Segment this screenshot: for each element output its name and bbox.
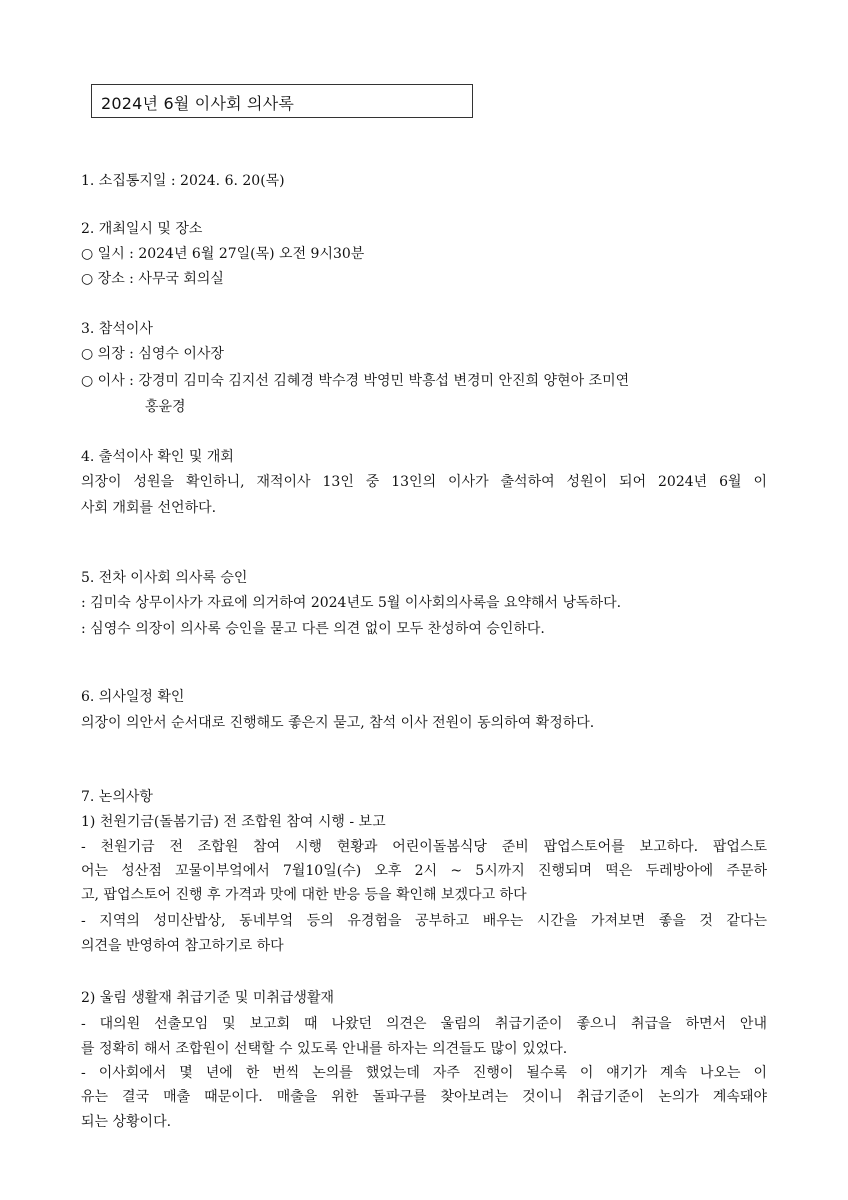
- item-1-body-4: - 지역의 성미산밥상, 동네부엌 등의 유경험을 공부하고 배우는 시간을 가져보면 좋을 것 같다는: [81, 913, 767, 929]
- section-4-body-cont: 사회 개회를 선언하다.: [81, 500, 217, 516]
- section-6-heading: 6. 의사일정 확인: [81, 689, 185, 705]
- convocation-date: 1. 소집통지일 : 2024. 6. 20(목): [81, 173, 285, 189]
- section-4-heading: 4. 출석이사 확인 및 개회: [81, 449, 234, 465]
- section-5-item-1: : 김미숙 상무이사가 자료에 의거하여 2024년도 5월 이사회의사록을 요약해서 낭독하다.: [81, 595, 622, 611]
- section-3-heading: 3. 참석이사: [81, 321, 153, 337]
- item-1-body-2: 어는 성산점 꼬물이부엌에서 7월10일(수) 오후 2시 ~ 5시까지 진행되며 떡은 두레방아에 주문하: [81, 863, 767, 879]
- item-2-body-4: 유는 결국 매출 때문이다. 매출을 위한 돌파구를 찾아보려는 것이니 취급기준이 논의가 계속돼야: [81, 1089, 767, 1105]
- item-2-heading: 2) 울림 생활재 취급기준 및 미취급생활재: [81, 990, 335, 1006]
- item-2-body-2: 를 정확히 해서 조합원이 선택할 수 있도록 안내를 하자는 의견들도 많이 있었다.: [81, 1041, 568, 1057]
- document-title: 2024년 6월 이사회 의사록: [101, 94, 295, 113]
- chairperson: ○ 의장 : 심영수 이사장: [81, 346, 224, 362]
- item-1-body-1: - 천원기금 전 조합원 참여 시행 현황과 어린이돌봄식당 준비 팝업스토어를 보고하다. 팝업스토: [81, 839, 767, 855]
- item-2-body-5: 되는 상황이다.: [81, 1114, 172, 1130]
- item-1-body-3: 고, 팝업스토어 진행 후 가격과 맛에 대한 반응 등을 확인해 보겠다고 하다: [81, 887, 527, 903]
- item-1-heading: 1) 천원기금(돌봄기금) 전 조합원 참여 시행 - 보고: [81, 814, 386, 830]
- item-1-body-5: 의견을 반영하여 참고하기로 하다: [81, 938, 284, 954]
- section-2-heading: 2. 개최일시 및 장소: [81, 221, 203, 237]
- meeting-datetime: ○ 일시 : 2024년 6월 27일(목) 오전 9시30분: [81, 246, 365, 262]
- section-5-heading: 5. 전차 이사회 의사록 승인: [81, 570, 248, 586]
- directors-list-cont: 홍윤경: [145, 399, 186, 415]
- section-7-heading: 7. 논의사항: [81, 789, 153, 805]
- meeting-place: ○ 장소 : 사무국 회의실: [81, 271, 224, 287]
- item-2-body-3: - 이사회에서 몇 년에 한 번씩 논의를 했었는데 자주 진행이 될수록 이 얘기가 계속 나오는 이: [81, 1065, 767, 1081]
- item-2-body-1: - 대의원 선출모임 및 보고회 때 나왔던 의견은 울림의 취급기준이 좋으니 취급을 하면서 안내: [81, 1016, 767, 1032]
- section-4-body: 의장이 성원을 확인하니, 재적이사 13인 중 13인의 이사가 출석하여 성원이 되어 2024년 6월 이: [81, 474, 767, 490]
- directors-list: ○ 이사 : 강경미 김미숙 김지선 김혜경 박수경 박영민 박흥섭 변경미 안진희 양현아 조미연: [81, 373, 630, 389]
- section-6-body: 의장이 의안서 순서대로 진행해도 좋은지 묻고, 참석 이사 전원이 동의하여 확정하다.: [81, 715, 595, 731]
- section-5-item-2: : 심영수 의장이 의사록 승인을 묻고 다른 의견 없이 모두 찬성하여 승인하다.: [81, 621, 545, 637]
